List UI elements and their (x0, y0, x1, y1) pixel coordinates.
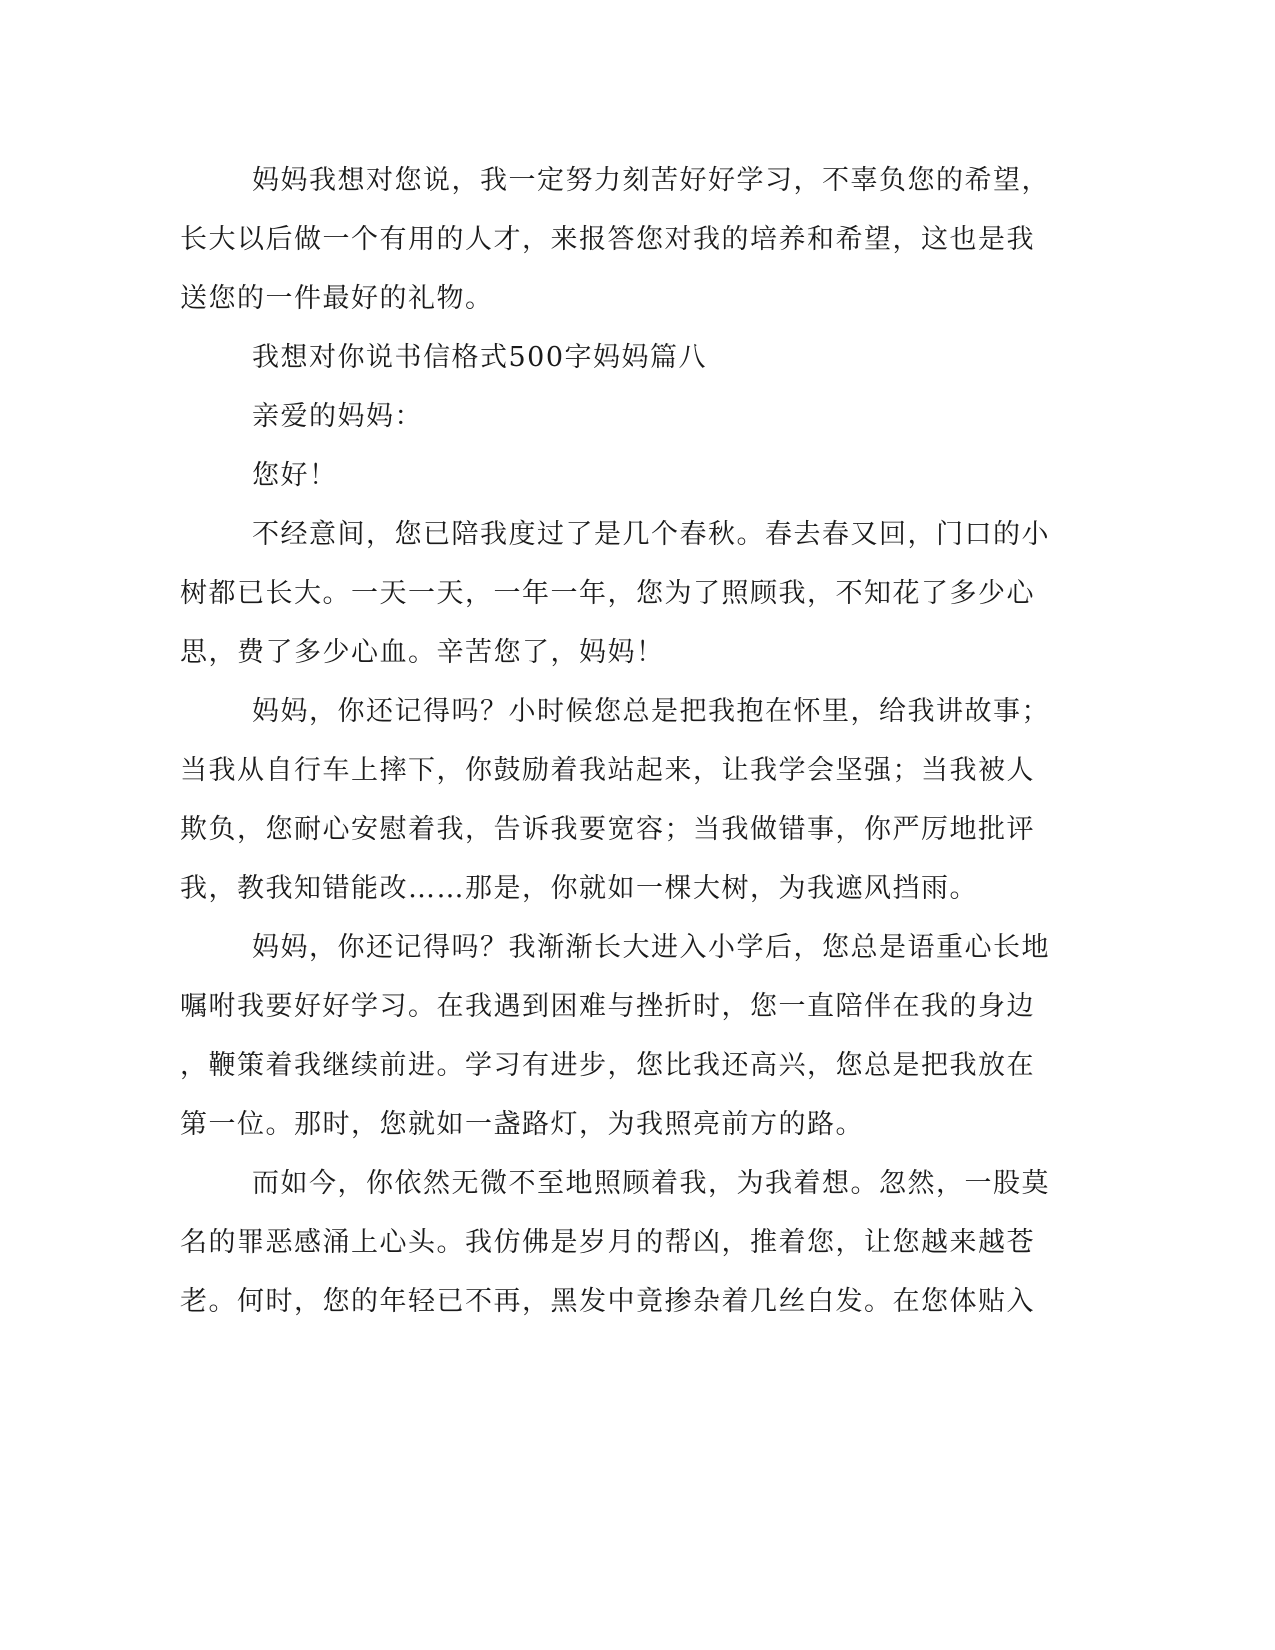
text-line: 当我从自行车上摔下，你鼓励着我站起来，让我学会坚强；当我被人 (180, 755, 1035, 786)
section-heading: 我想对你说书信格式500字妈妈篇八 (252, 342, 708, 373)
text-line: 思，费了多少心血。辛苦您了，妈妈！ (180, 637, 665, 668)
text-line: 老。何时，您的年轻已不再，黑发中竟掺杂着几丝白发。在您体贴入 (180, 1286, 1035, 1317)
text-line: 第一位。那时，您就如一盏路灯，为我照亮前方的路。 (180, 1109, 864, 1140)
greeting: 您好！ (252, 460, 338, 491)
text-line: 树都已长大。一天一天，一年一年，您为了照顾我，不知花了多少心 (180, 578, 1035, 609)
text-line: 名的罪恶感涌上心头。我仿佛是岁月的帮凶，推着您，让您越来越苍 (180, 1227, 1035, 1258)
text-line: 我，教我知错能改……那是，你就如一棵大树，为我遮风挡雨。 (180, 873, 978, 904)
text-line: 不经意间，您已陪我度过了是几个春秋。春去春又回，门口的小 (252, 519, 1050, 550)
text-line: 妈妈我想对您说，我一定努力刻苦好好学习，不辜负您的希望， (252, 165, 1050, 196)
text-line: 妈妈，你还记得吗？我渐渐长大进入小学后，您总是语重心长地 (252, 932, 1050, 963)
salutation: 亲爱的妈妈： (252, 401, 423, 432)
text-line: 送您的一件最好的礼物。 (180, 283, 494, 314)
text-line: 妈妈，你还记得吗？小时候您总是把我抱在怀里，给我讲故事； (252, 696, 1050, 727)
text-line: 欺负，您耐心安慰着我，告诉我要宽容；当我做错事，你严厉地批评 (180, 814, 1035, 845)
text-line: 嘱咐我要好好学习。在我遇到困难与挫折时，您一直陪伴在我的身边 (180, 991, 1035, 1022)
text-line: ，鞭策着我继续前进。学习有进步，您比我还高兴，您总是把我放在 (180, 1050, 1035, 1081)
text-line: 长大以后做一个有用的人才，来报答您对我的培养和希望，这也是我 (180, 224, 1035, 255)
text-line: 而如今，你依然无微不至地照顾着我，为我着想。忽然，一股莫 (252, 1168, 1050, 1199)
